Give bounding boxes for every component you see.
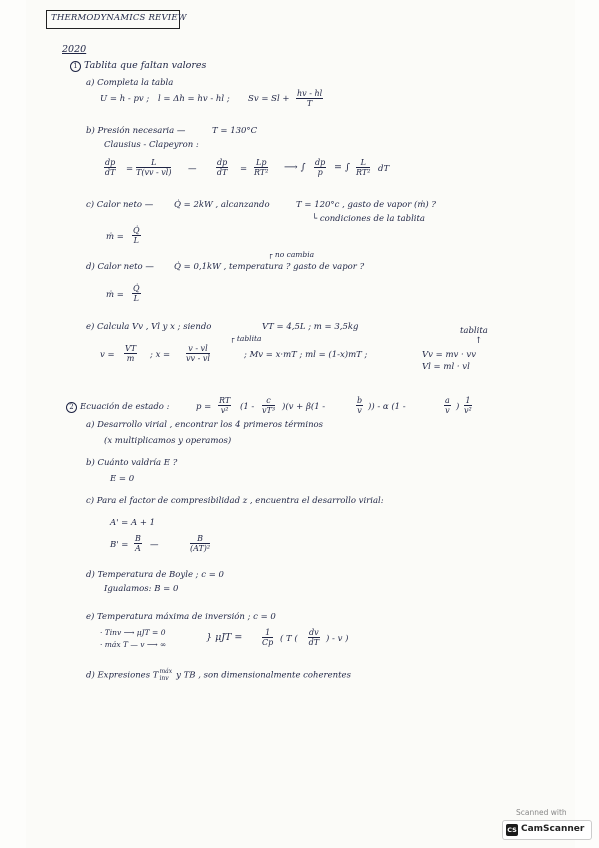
s2-e-rest-a: ( T ( [280,634,298,644]
s2-d-label: d) Temperatura de Boyle ; c = 0 [86,570,224,580]
s2-eq-rest1: (1 - [240,402,255,412]
s2-eq-rest3: )) - α (1 - [368,402,406,412]
s1-b-frac2: $\frac{L}{T(vv - vl)}$ [136,158,172,177]
section1-heading: Tablita que faltan valores [84,60,207,71]
s1-a-eq3: Sv = Sl + [248,94,290,104]
page-title: THERMODYNAMICS REVIEW [51,13,187,23]
section1-number: 1 [70,61,81,72]
s2-b-val: E = 0 [110,474,135,484]
s1-c-label: c) Calor neto — [86,200,154,210]
s1-b-eq3: = ∫ [334,162,350,173]
s2-eq-rest4: ) [456,402,460,412]
s2-c-a: A' = A + 1 [110,518,156,528]
s1-e-vl: Vl = ml · vl [422,362,470,372]
camscanner-icon: CS [507,826,517,834]
s1-a-label: a) Completa la tabla [86,78,174,88]
s2-c-dash: — [150,540,159,550]
s2-e-frac2: $\frac{dv}{dT}$ [308,628,320,647]
s1-e-v: v = [100,350,115,360]
s2-c-b2frac: $\frac{B}{\text{(AT)²}}$ [190,534,211,553]
s1-d-frac: $\frac{Q̇}{L}$ [133,284,140,303]
s2-eq-p: p = [196,402,212,412]
s1-e-vv: Vv = mv · vv [422,350,477,360]
s1-b-frac1: $\frac{dp}{dT}$ [104,158,116,177]
section2-heading-row [66,402,169,413]
s2-eq-f5: $\frac{1}{\text{v²}}$ [464,396,472,415]
s2-f-label: d) Expresiones T [86,670,159,681]
camscanner-badge [502,820,592,840]
s2-f-sup: máx [159,668,173,675]
s2-e-l2: · máx T — v ⟶ ∞ [100,640,167,649]
s2-f-row [86,668,351,682]
title-box [46,10,187,29]
s1-e-vfrac: $\frac{VT}{m}$ [125,344,137,363]
s2-eq-rest2: )(v + β(1 - [282,402,326,412]
s2-e-rest-b: ) - v ) [326,634,349,644]
s2-eq-f2: $\frac{c}{\text{vT³}}$ [262,396,276,415]
section2-heading: Ecuación de estado : [80,402,170,412]
s1-b-dT: dT [378,164,390,174]
s2-eq-f3: $\frac{b}{v}$ [357,396,363,415]
s1-b-frac3: $\frac{dp}{dT}$ [216,158,228,177]
s2-b-label: b) Cuánto valdría E ? [86,458,178,468]
s1-b-eq: = [126,164,134,174]
s1-c-frac: $\frac{Q̇}{L}$ [133,226,140,245]
s1-b-arrow1: — [188,164,197,174]
s2-c-label: c) Para el factor de compresibilidad z , encuentra el desarrollo virial: [86,496,384,506]
s1-c-note: └ condiciones de la tablita [312,214,426,224]
s2-c-b: B' = [110,540,129,550]
s1-b-frac4: $\frac{Lp}{\text{RT²}}$ [254,158,269,177]
s1-e-xfrac: $\frac{v - vl}{vv - vl}$ [186,344,210,363]
s1-b-temp: T = 130°C [212,126,258,136]
s1-b-frac6: $\frac{L}{\text{RT²}}$ [356,158,371,177]
s2-eq-f1: $\frac{RT}{\text{v²}}$ [219,396,231,415]
s1-d-q: Q̇ = 0,1kW , temperatura ? gasto de vapor ? [174,262,365,272]
s2-a-label: a) Desarrollo virial , encontrar los 4 primeros términos [86,420,324,430]
s1-b-arrow2: ⟶ ∫ [284,162,306,173]
s1-b-clausius: Clausius - Clapeyron : [104,140,199,150]
s1-a-eq2: l = Δh = hv - hl ; [158,94,230,104]
section2-number: 2 [66,402,77,413]
s1-b-label: b) Presión necesaria — [86,126,186,136]
s2-e-brace: } μJT = [206,632,243,643]
s1-c-m: ṁ = [106,232,124,242]
s1-e-x: ; x = [150,350,171,360]
s2-f-sub: inv [159,675,169,682]
s1-b-eq2: = [240,164,248,174]
year-heading: 2020 [62,44,87,55]
section1-heading-row [70,60,206,72]
s1-e-arrow: ↑ [475,336,483,346]
camscanner-logo [502,808,590,840]
s2-f-rest: y TB , son dimensionalmente coherentes [176,670,351,681]
camscanner-brand: CamScanner [521,824,585,834]
s2-e-frac: $\frac{1}{Cp}$ [262,628,274,647]
s1-a-fraction: $\frac{hv - hl}{T}$ [297,89,323,108]
s2-c-bfrac: $\frac{B}{A}$ [135,534,141,553]
s1-b-frac5: $\frac{dp}{p}$ [315,158,326,177]
s1-e-label: e) Calcula Vv , Vl y x ; siendo [86,322,212,332]
s1-d-label: d) Calor neto — [86,262,154,272]
s1-e-vals: VT = 4,5L ; m = 3,5kg [262,322,359,332]
s1-c-q: Q̇ = 2kW , alcanzando [174,200,270,210]
s1-e-tablita-top: tablita [460,326,488,336]
s2-e-label: e) Temperatura máxima de inversión ; c = 0 [86,612,276,622]
s1-d-m: ṁ = [106,290,124,300]
s1-d-note: ┌ no cambia [268,250,315,259]
s1-e-rest: ; Mv = x·mT ; ml = (1-x)mT ; [244,350,368,360]
s2-eq-f4: $\frac{a}{v}$ [445,396,450,415]
s2-d-val: Igualamos: B = 0 [104,584,179,594]
s1-c-temp: T = 120°c , gasto de vapor (ṁ) ? [296,200,436,210]
scanned-with-text: Scanned with [516,808,567,817]
s2-a-note: (x multiplicamos y operamos) [104,436,232,446]
s2-e-l1: · Tinv ⟶ μJT = 0 [100,628,166,637]
s1-e-tablita2: ┌ tablita [230,334,262,343]
s1-a-eq1: U = h - pv ; [100,94,150,104]
